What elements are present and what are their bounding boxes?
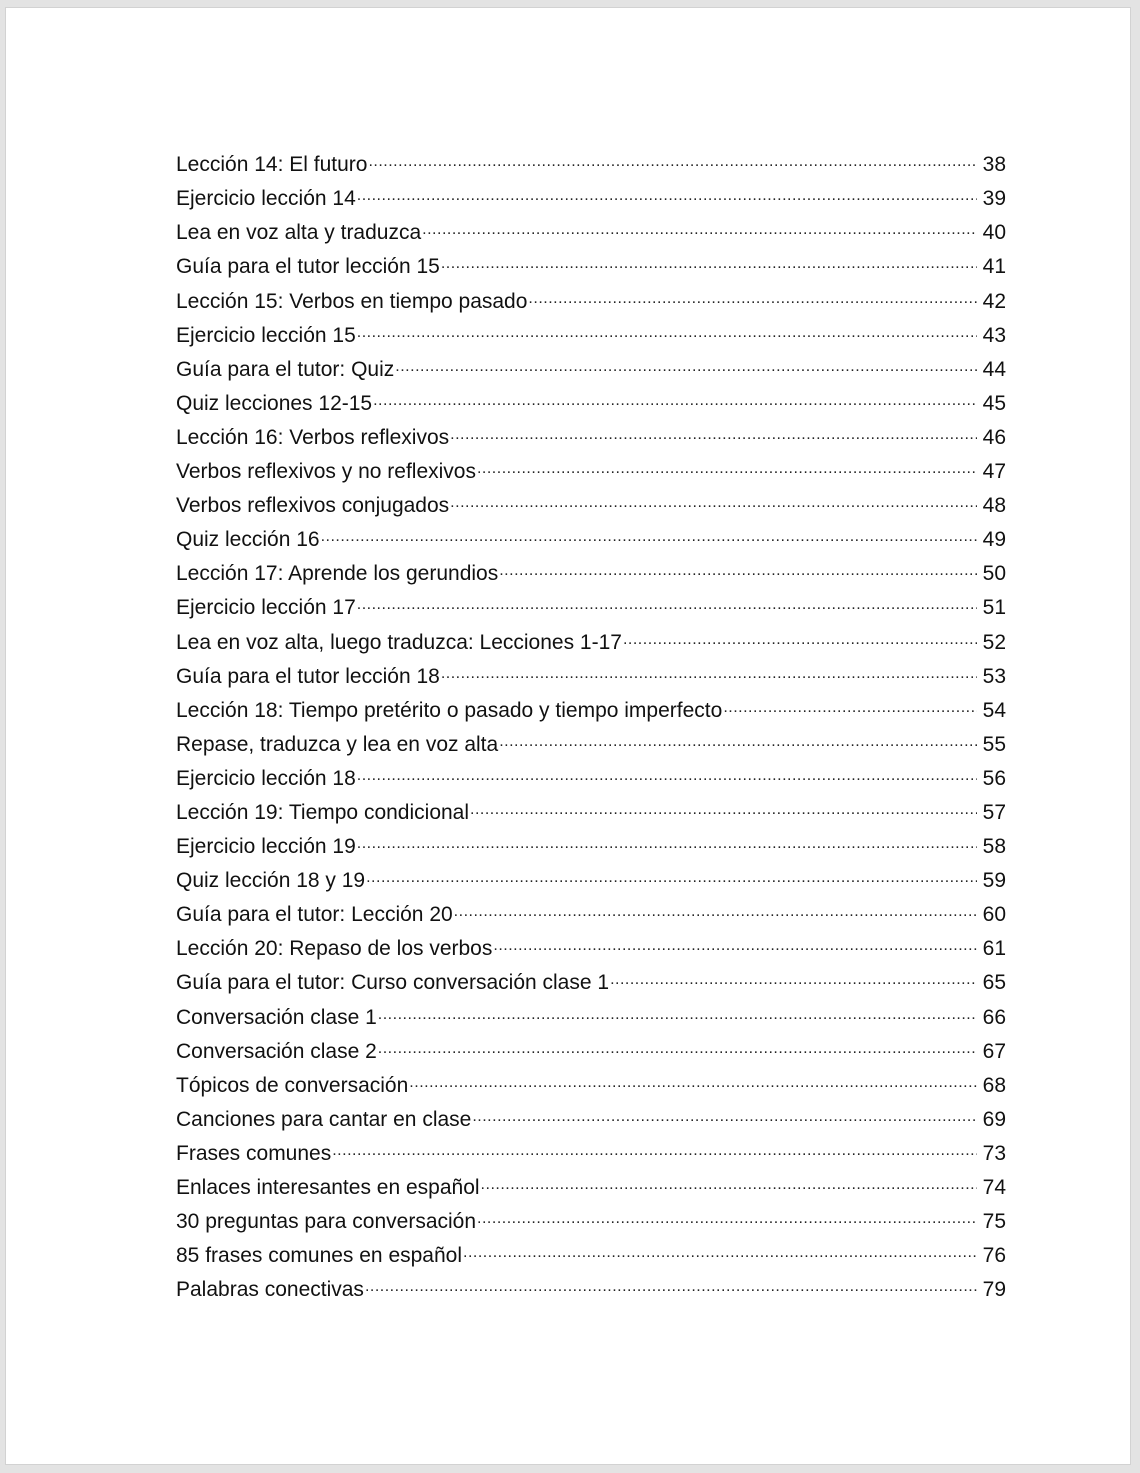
toc-entry-page-number: 50 — [982, 562, 1006, 586]
toc-dot-leader — [470, 794, 977, 819]
table-of-contents — [176, 146, 1006, 1305]
toc-entry[interactable] — [176, 930, 1006, 964]
toc-entry-title: Tópicos de conversación — [176, 1073, 409, 1097]
toc-entry-page-number: 45 — [982, 391, 1006, 415]
toc-dot-leader — [610, 964, 977, 989]
toc-entry-title: Guía para el tutor lección 18 — [176, 664, 440, 688]
toc-entry[interactable] — [176, 521, 1006, 555]
toc-entry-title: Lección 18: Tiempo pretérito o pasado y tiempo imperfecto — [176, 698, 723, 722]
toc-entry[interactable] — [176, 692, 1006, 726]
toc-dot-leader — [357, 316, 977, 341]
toc-dot-leader — [499, 726, 977, 751]
toc-entry-page-number: 60 — [982, 903, 1006, 927]
toc-dot-leader — [357, 589, 977, 614]
toc-entry[interactable] — [176, 589, 1006, 623]
toc-entry-page-number: 38 — [982, 153, 1006, 177]
toc-entry[interactable] — [176, 248, 1006, 282]
toc-dot-leader — [378, 998, 977, 1023]
toc-entry-title: Conversación clase 1 — [176, 1005, 377, 1029]
toc-entry-page-number: 58 — [982, 835, 1006, 859]
toc-entry[interactable] — [176, 1135, 1006, 1169]
toc-entry-title: Ejercicio lección 18 — [176, 766, 356, 790]
toc-entry-title: Lección 19: Tiempo condicional — [176, 800, 470, 824]
toc-entry-page-number: 75 — [982, 1210, 1006, 1234]
toc-entry-title: Guía para el tutor: Curso conversación clase 1 — [176, 971, 610, 995]
toc-dot-leader — [450, 419, 977, 444]
toc-entry-page-number: 74 — [982, 1176, 1006, 1199]
toc-dot-leader — [332, 1135, 977, 1160]
toc-entry-page-number: 43 — [982, 323, 1006, 347]
toc-entry[interactable] — [176, 760, 1006, 794]
toc-entry[interactable] — [176, 1101, 1006, 1135]
toc-entry-page-number: 40 — [982, 221, 1006, 245]
toc-dot-leader — [463, 1237, 977, 1262]
toc-entry[interactable] — [176, 351, 1006, 385]
toc-entry-title: Lección 20: Repaso de los verbos — [176, 937, 493, 961]
toc-entry[interactable] — [176, 657, 1006, 691]
toc-entry-title: Ejercicio lección 17 — [176, 596, 356, 620]
toc-entry-page-number: 39 — [982, 187, 1006, 211]
toc-entry[interactable] — [176, 419, 1006, 453]
toc-dot-leader — [409, 1067, 977, 1092]
toc-dot-leader — [422, 214, 977, 239]
toc-dot-leader — [477, 453, 977, 478]
toc-entry[interactable] — [176, 1203, 1006, 1237]
toc-entry-page-number: 68 — [982, 1073, 1006, 1097]
toc-entry-page-number: 57 — [982, 800, 1006, 824]
toc-entry-title: Guía para el tutor: Lección 20 — [176, 903, 453, 927]
toc-dot-leader — [321, 521, 977, 546]
toc-entry-title: Palabras conectivas — [176, 1278, 364, 1302]
toc-entry-title: Canciones para cantar en clase — [176, 1107, 472, 1131]
toc-entry[interactable] — [176, 316, 1006, 350]
toc-entry[interactable] — [176, 180, 1006, 214]
toc-entry-page-number: 49 — [982, 528, 1006, 552]
toc-entry-title: 30 preguntas para conversación — [176, 1210, 477, 1234]
toc-entry[interactable] — [176, 555, 1006, 589]
toc-entry-title: Lea en voz alta y traduzca — [176, 221, 422, 245]
toc-dot-leader — [441, 248, 977, 273]
toc-entry-page-number: 73 — [982, 1141, 1006, 1165]
toc-entry-page-number: 76 — [982, 1244, 1006, 1268]
toc-entry-page-number: 42 — [982, 289, 1006, 313]
toc-entry-page-number: 69 — [982, 1107, 1006, 1131]
toc-entry[interactable] — [176, 146, 1006, 180]
toc-entry-title: Quiz lección 18 y 19 — [176, 869, 366, 893]
toc-dot-leader — [368, 146, 977, 171]
toc-entry-title: Ejercicio lección 15 — [176, 323, 356, 347]
toc-dot-leader — [723, 692, 977, 717]
toc-dot-leader — [481, 1169, 977, 1194]
toc-entry[interactable] — [176, 964, 1006, 998]
toc-entry-page-number: 56 — [982, 766, 1006, 790]
toc-dot-leader — [373, 385, 977, 410]
toc-entry-page-number: 53 — [982, 664, 1006, 688]
toc-entry[interactable] — [176, 385, 1006, 419]
toc-entry-title: Quiz lecciones 12-15 — [176, 391, 373, 415]
toc-entry-page-number: 52 — [982, 630, 1006, 654]
toc-entry-page-number: 67 — [982, 1039, 1006, 1063]
toc-dot-leader — [365, 1271, 977, 1296]
toc-entry-title: Guía para el tutor: Quiz — [176, 357, 395, 381]
toc-dot-leader — [357, 760, 977, 785]
toc-entry-title: Lección 15: Verbos en tiempo pasado — [176, 289, 528, 313]
toc-entry-title: Lección 16: Verbos reflexivos — [176, 425, 450, 449]
toc-entry[interactable] — [176, 623, 1006, 657]
toc-entry-title: Ejercicio lección 14 — [176, 187, 356, 211]
toc-entry[interactable] — [176, 862, 1006, 896]
toc-entry-title: Guía para el tutor lección 15 — [176, 255, 440, 279]
toc-entry-page-number: 51 — [982, 596, 1006, 620]
document-page — [5, 7, 1131, 1465]
toc-entry[interactable] — [176, 487, 1006, 521]
toc-dot-leader — [477, 1203, 977, 1228]
toc-entry-page-number: 47 — [982, 460, 1006, 484]
toc-entry[interactable] — [176, 282, 1006, 316]
toc-dot-leader — [357, 180, 977, 205]
toc-entry-title: Quiz lección 16 — [176, 528, 320, 552]
toc-entry-page-number: 66 — [982, 1005, 1006, 1029]
toc-entry-title: Repase, traduzca y lea en voz alta — [176, 732, 499, 756]
toc-dot-leader — [499, 555, 977, 580]
toc-dot-leader — [357, 828, 977, 853]
toc-dot-leader — [450, 487, 977, 512]
toc-entry-page-number: 54 — [982, 698, 1006, 722]
toc-dot-leader — [395, 351, 977, 376]
toc-entry-title: Lea en voz alta, luego traduzca: Lecciones 1-17 — [176, 630, 622, 654]
toc-entry[interactable] — [176, 214, 1006, 248]
toc-dot-leader — [528, 282, 977, 307]
toc-entry[interactable] — [176, 896, 1006, 930]
toc-dot-leader — [378, 1032, 977, 1057]
toc-entry[interactable] — [176, 1271, 1006, 1305]
toc-entry-title: Enlaces interesantes en español — [176, 1176, 480, 1199]
toc-entry-title: 85 frases comunes en español — [176, 1244, 463, 1268]
toc-entry[interactable] — [176, 1237, 1006, 1271]
toc-entry[interactable] — [176, 998, 1006, 1032]
toc-dot-leader — [454, 896, 977, 921]
toc-entry-page-number: 48 — [982, 494, 1006, 518]
toc-entry[interactable] — [176, 1169, 1006, 1203]
toc-dot-leader — [441, 657, 977, 682]
toc-entry-page-number: 46 — [982, 425, 1006, 449]
toc-entry-title: Verbos reflexivos y no reflexivos — [176, 460, 476, 484]
toc-entry-title: Ejercicio lección 19 — [176, 835, 356, 859]
toc-dot-leader — [366, 862, 977, 887]
toc-entry[interactable] — [176, 726, 1006, 760]
toc-entry[interactable] — [176, 453, 1006, 487]
toc-entry[interactable] — [176, 1067, 1006, 1101]
toc-dot-leader — [472, 1101, 977, 1126]
toc-entry-title: Conversación clase 2 — [176, 1039, 377, 1063]
toc-entry-page-number: 59 — [982, 869, 1006, 893]
toc-entry-title: Lección 14: El futuro — [176, 153, 368, 177]
toc-dot-leader — [623, 623, 977, 648]
toc-entry-page-number: 41 — [982, 255, 1006, 279]
toc-entry-page-number: 55 — [982, 732, 1006, 756]
toc-entry[interactable] — [176, 1032, 1006, 1066]
toc-entry-page-number: 65 — [982, 971, 1006, 995]
toc-entry-page-number: 44 — [982, 357, 1006, 381]
toc-entry-title: Verbos reflexivos conjugados — [176, 494, 450, 518]
toc-entry[interactable] — [176, 828, 1006, 862]
toc-entry[interactable] — [176, 794, 1006, 828]
toc-entry-page-number: 61 — [982, 937, 1006, 961]
toc-dot-leader — [493, 930, 977, 955]
toc-entry-page-number: 79 — [982, 1278, 1006, 1302]
toc-entry-title: Frases comunes — [176, 1141, 332, 1165]
toc-entry-title: Lección 17: Aprende los gerundios — [176, 562, 499, 586]
